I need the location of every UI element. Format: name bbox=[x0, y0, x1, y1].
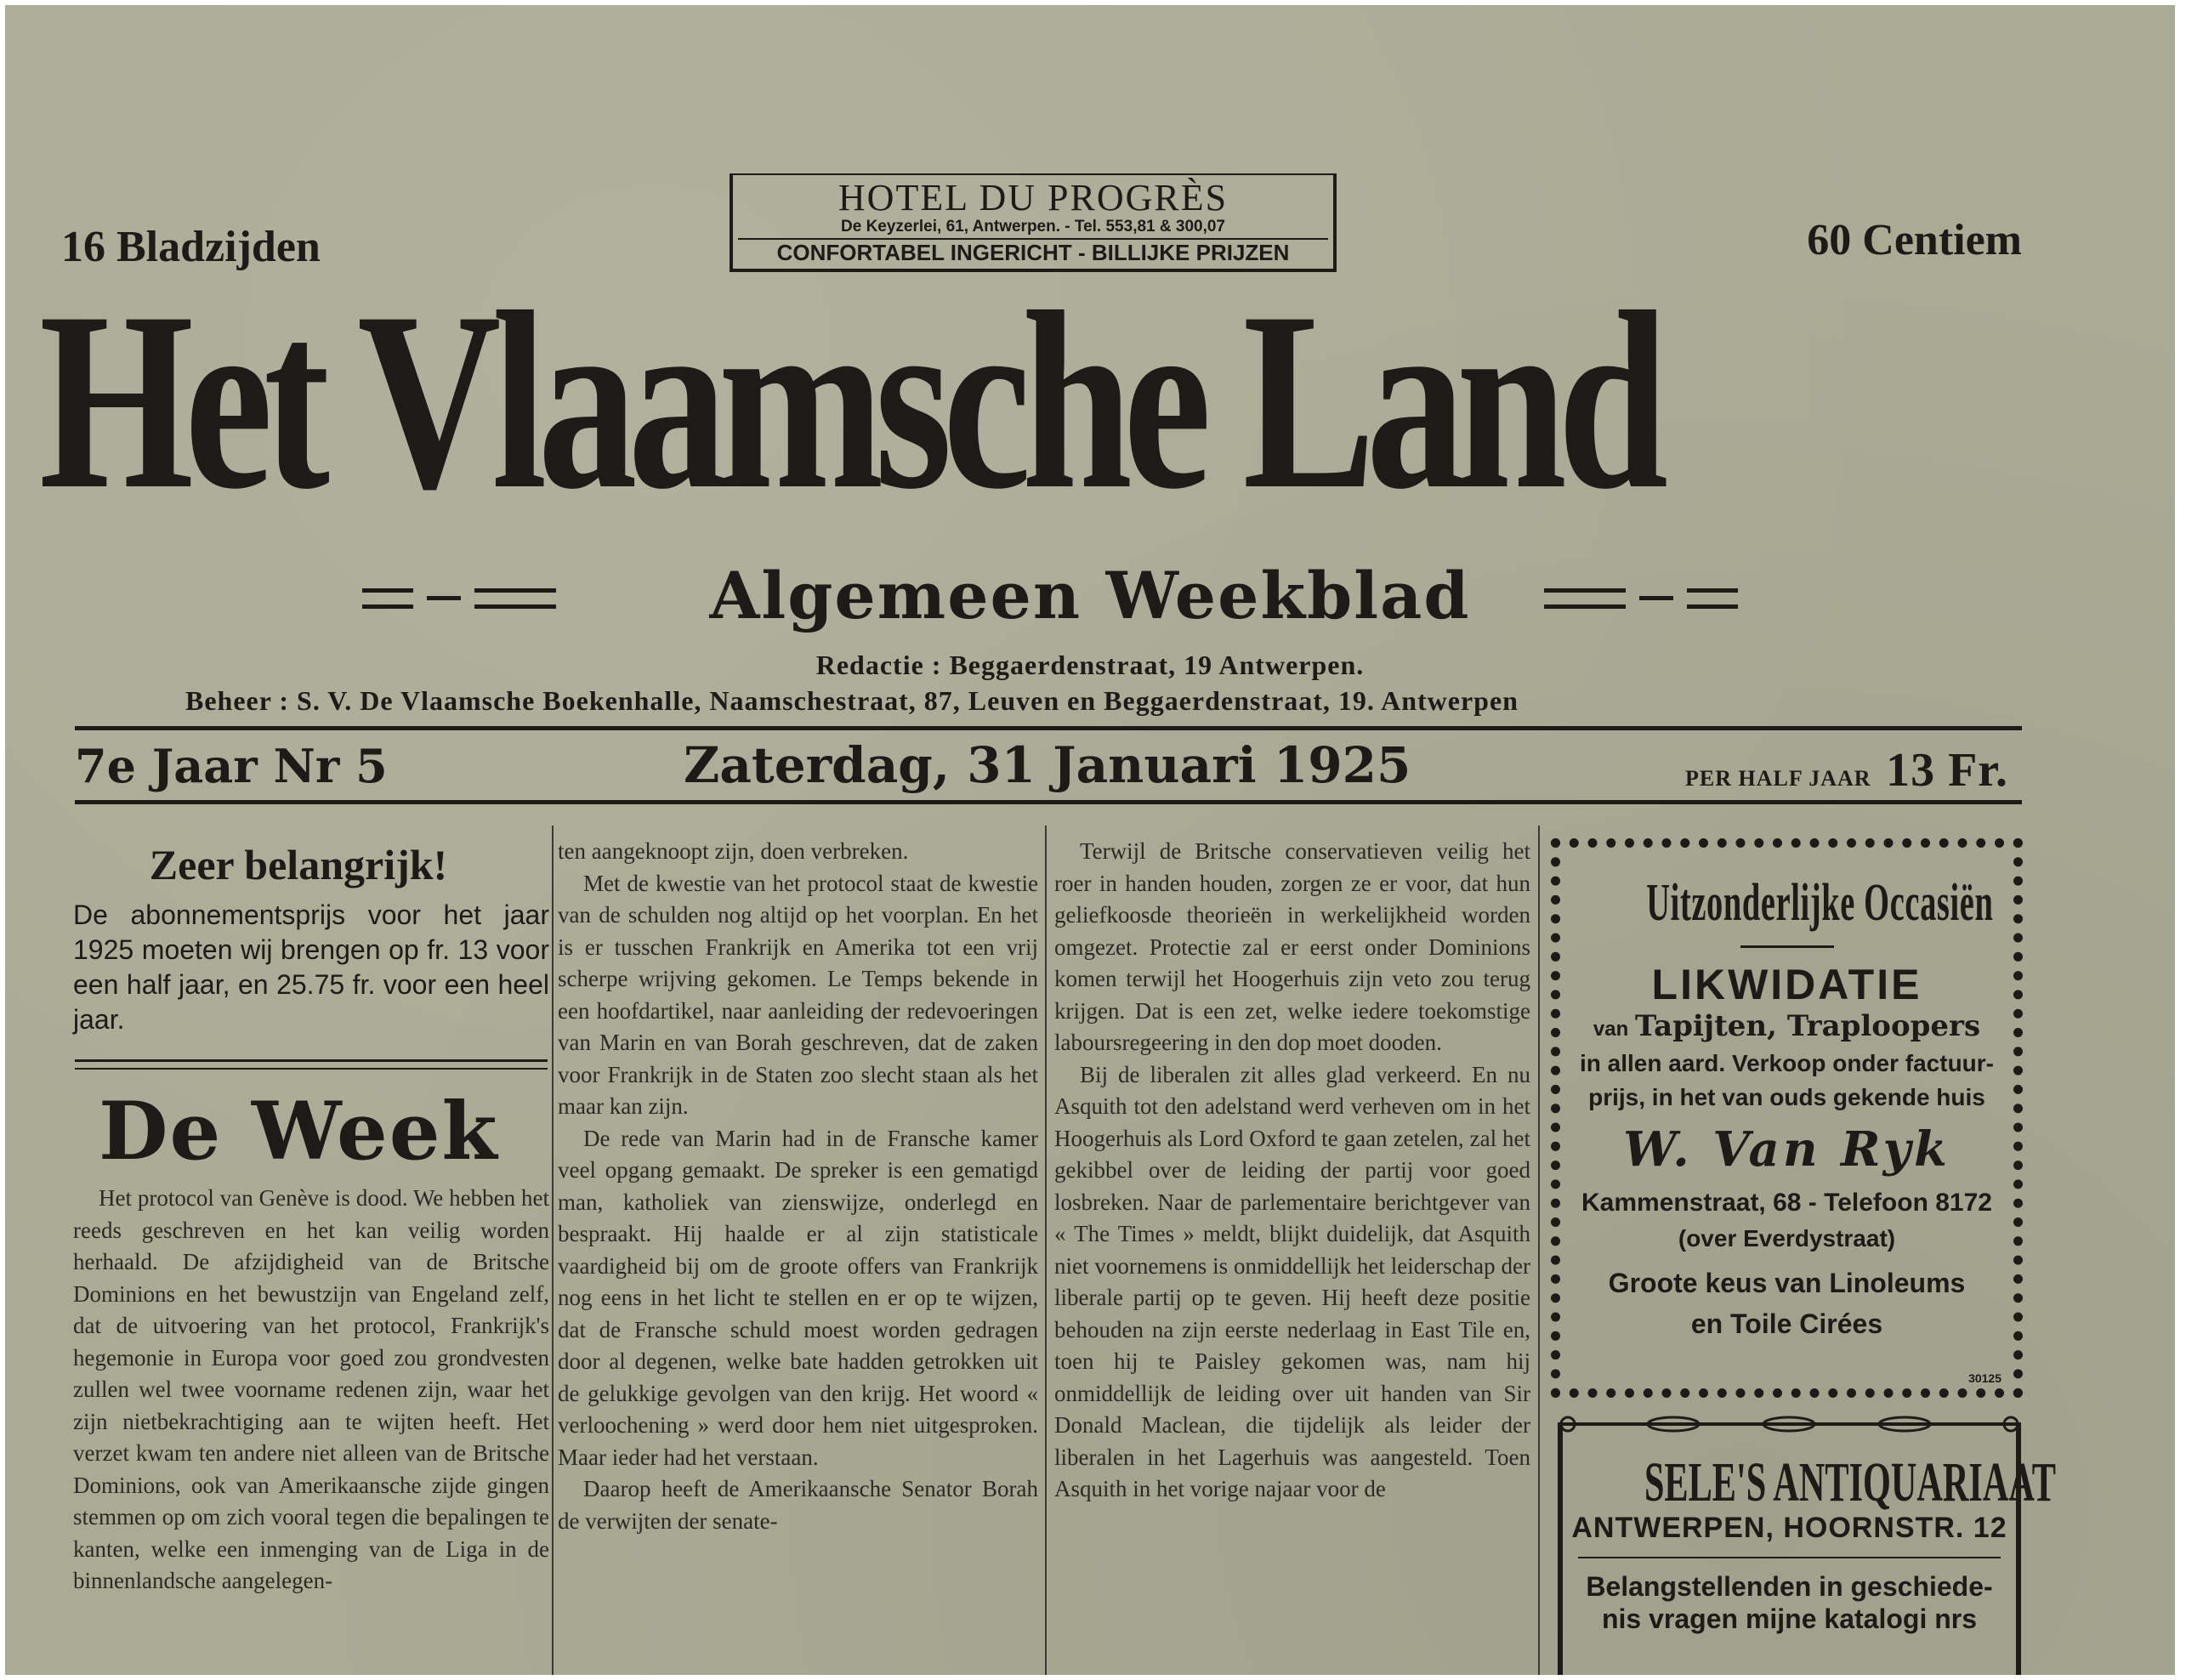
advert-line bbox=[1560, 1009, 2013, 1047]
newspaper-page bbox=[5, 5, 2175, 1675]
advert-address: Kammenstraat, 68 - Telefoon 8172 bbox=[1581, 1189, 1992, 1217]
issue-date: Zaterdag, 31 Januari 1925 bbox=[684, 736, 1411, 794]
article-column-3 bbox=[1054, 836, 1530, 1506]
issue-price: 60 Centiem bbox=[1807, 216, 2022, 264]
paragraph: Met de kwestie van het protocol staat de kwestie van de schulden nog altijd op het voorplan. En het is er tusschen Frankrijk en Amerika tot een vrij scherpe wrijving gekomen. Le Temps bekende in een hoofdartikel, naar aanleiding der redevoeringen van Marin en van Borah geschreven, dat de zaken voor Frankrijk in de Staten zoo slecht staan als het maar kan zijn. bbox=[558, 870, 1038, 1119]
paragraph: De rede van Marin had in de Fransche kamer veel opgang gemaakt. De spreker is een gematigd man, katholiek van zienswijze, onderlegd en bespraakt. Hij haalde er al zijn statisticale vaardigheid bij om de groote offers van Frankrijk nog eens in het licht te stellen en er op te wijzen, dat de Fransche schuld moest worden gedragen door al degenen, welke bate hadden getrokken uit de gelukkige gevolgen van den krijg. Het woord « verloochening » werd door hem niet uitgesproken. Maar ieder had het verstaan. bbox=[558, 1125, 1038, 1470]
advert-separator bbox=[1740, 945, 1834, 948]
ornament-right-icon bbox=[1544, 585, 1738, 612]
advert-line: nis vragen mijne katalogi nrs bbox=[1601, 1603, 1978, 1634]
advert-address-note: (over Everdystraat) bbox=[1678, 1225, 1896, 1251]
notice-body: De abonnementsprijs voor het jaar 1925 moeten wij brengen op fr. 13 voor een half jaar, en 25.75 fr. voor een heel jaar. bbox=[73, 900, 549, 1035]
management-address: Beheer : S. V. De Vlaamsche Boekenhalle, Naamschestraat, 87, Leuven en Beggaerdenstraat, 19. Antwerpen bbox=[185, 685, 1519, 716]
hotel-name: HOTEL DU PROGRÈS bbox=[837, 177, 1229, 219]
advert-line-main: Tapijten, Traploopers bbox=[1635, 1009, 1981, 1043]
advert-code: 30125 bbox=[1968, 1371, 2001, 1385]
advert-heading: Uitzonderlijke Occasiën bbox=[1646, 874, 1994, 932]
editorial-address: Redactie : Beggaerdenstraat, 19 Antwerpen. bbox=[815, 650, 1365, 680]
article-title: De Week bbox=[99, 1085, 499, 1178]
article-column-1 bbox=[73, 1183, 549, 1598]
column-divider bbox=[1538, 826, 1540, 1675]
paragraph: Het protocol van Genève is dood. We hebben het reeds geschreven en het kan veilig worden herhaald. De afzijdigheid van de Britsche Dominions en het bewustzijn van Engeland zelf, dat de uitvoering van het protocol, Frankrijk's hegemonie in Europa voor goed zou grondvesten zullen wel twee voorname redenen zijn, waar het zijn nietbekrachtiging aan te wijten heeft. Het verzet kwam ten andere niet alleen van de Britsche Dominions, ook van Amerikaansche zijde gingen stemmen op om zich vooral tegen die bepalingen te kanten, welke een inmenging van de Liga in de binnenlandsche aangelegen- bbox=[73, 1185, 549, 1593]
paragraph: ten aangeknoopt zijn, doen verbreken. bbox=[558, 838, 909, 864]
advert-line-prefix: van bbox=[1593, 1018, 1629, 1041]
rule-bottom bbox=[75, 800, 2022, 804]
ornament-border-icon bbox=[1558, 1415, 2021, 1435]
volume-number: 7e Jaar Nr 5 bbox=[75, 739, 388, 793]
rule-notice-1 bbox=[75, 1059, 548, 1062]
advert-heading: SELE'S ANTIQUARIAAT bbox=[1644, 1451, 2056, 1513]
advert-line: Belangstellenden in geschiede- bbox=[1586, 1571, 1993, 1602]
subtitle: Algemeen Weekblad bbox=[709, 558, 1471, 633]
subscription-label: PER HALF JAAR bbox=[1684, 766, 1871, 791]
paragraph: Bij de liberalen zit alles glad verkeerd. En nu Asquith tot den adelstand werd verheven om in het Hoogerhuis als Lord Oxford te gaan zetelen, zal het gekibbel over de leiding der partij voor goed losbreken. Naar de parlementaire berichtgever van « The Times » meldt, blijkt duidelijk, dat Asquith niet voornemens is onmiddellijk het leiderschap der liberale partij op te geven. Hij heeft deze positie behouden na zijn eerste nederlaag in East Tile en, toen hij te Paisley gekomen was, nam hij onmiddellijk de leiding over uit handen van Sir Donald Maclean, die tijdelijk als leider der liberalen in het Lagerhuis was aangesteld. Toen Asquith in het vorige najaar voor de bbox=[1054, 1061, 1530, 1501]
paragraph: Daarop heeft de Amerikaansche Senator Borah de verwijten der senate- bbox=[558, 1476, 1038, 1534]
advert-likwidatie: LIKWIDATIE bbox=[1651, 961, 1922, 1008]
advert-van-ryk bbox=[1551, 838, 2023, 1398]
subscription bbox=[1685, 743, 2008, 797]
advert-offer: en Toile Cirées bbox=[1690, 1308, 1883, 1339]
page-count: 16 Bladzijden bbox=[61, 223, 321, 271]
advert-line: prijs, in het van ouds gekende huis bbox=[1588, 1084, 1985, 1110]
subscription-price: 13 Fr. bbox=[1886, 744, 2008, 797]
paragraph: Terwijl de Britsche conservatieven veilig het roer in handen houden, zorgen ze er voor, dat hun geliefkoosde theorieën in werkelijkheid worden omgezet. Protectie zal er eerst onder Dominions komen terwijl het Hoogerhuis zijn veto zou terug krijgen. Dat is een zet, welke iedere toekomstige laboursregeering in den dop moet dooden. bbox=[1054, 838, 1530, 1055]
hotel-slogan: CONFORTABEL INGERICHT - BILLIJKE PRIJZEN bbox=[738, 238, 1328, 265]
rule-top bbox=[75, 726, 2022, 730]
hotel-advert bbox=[730, 173, 1337, 272]
advert-line: in allen aard. Verkoop onder factuur- bbox=[1580, 1050, 1994, 1076]
advert-separator bbox=[1578, 1557, 2001, 1558]
hotel-address: De Keyzerlei, 61, Antwerpen. - Tel. 553,81 & 300,07 bbox=[841, 218, 1225, 236]
advert-address: ANTWERPEN, HOORNSTR. 12 bbox=[1571, 1512, 2007, 1544]
column-divider bbox=[552, 826, 554, 1675]
advert-offer: Groote keus van Linoleums bbox=[1608, 1268, 1966, 1298]
masthead-title: Het Vlaamsche Land bbox=[39, 259, 1660, 542]
article-column-2 bbox=[558, 836, 1038, 1537]
rule-notice-2 bbox=[75, 1068, 548, 1070]
notice-title: Zeer belangrijk! bbox=[149, 841, 448, 888]
advert-antiquariaat bbox=[1558, 1425, 2056, 1675]
column-divider bbox=[1045, 826, 1047, 1675]
advert-firm-name: W. Van Ryk bbox=[1623, 1121, 1950, 1178]
